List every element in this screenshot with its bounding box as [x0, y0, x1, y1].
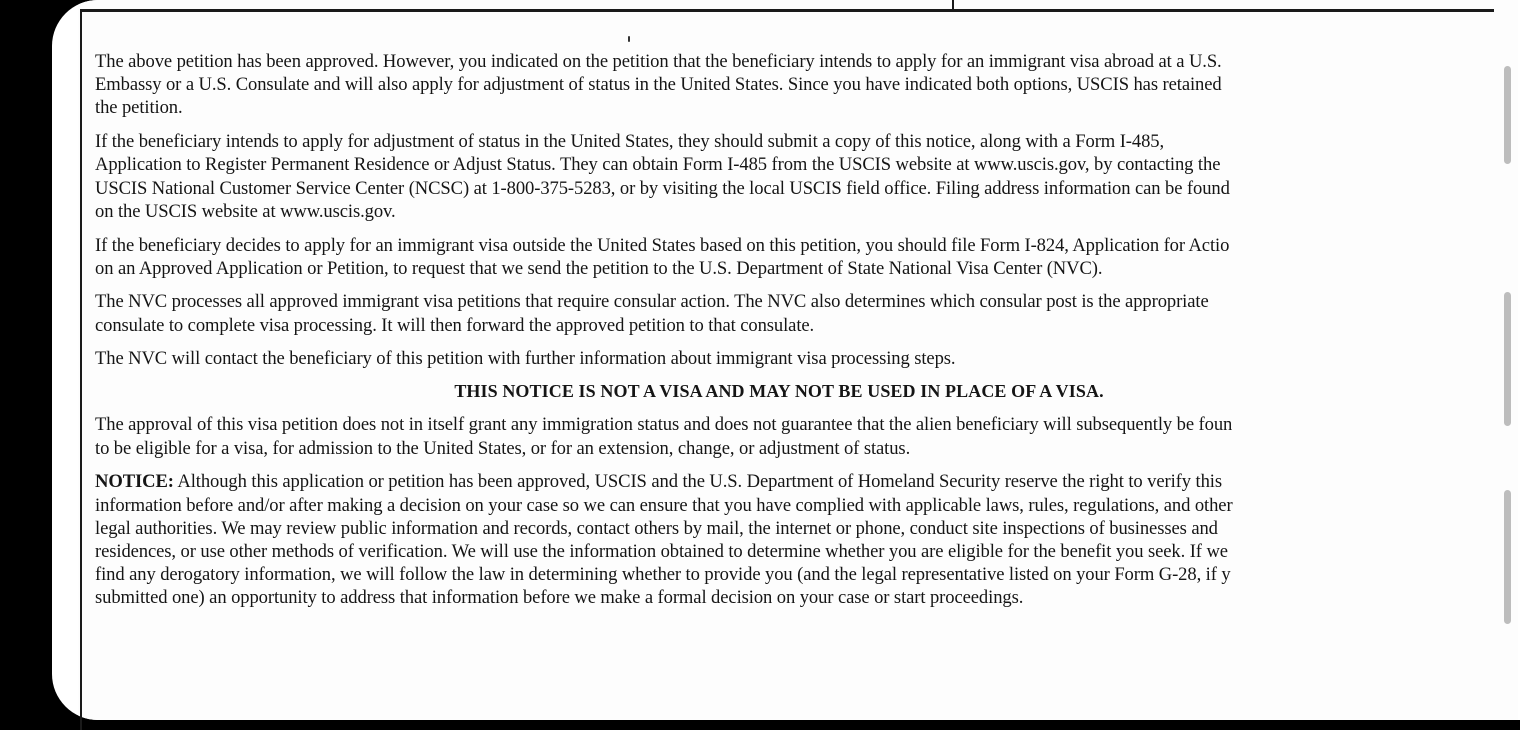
- paragraph-approval-disclaimer: [95, 413, 1505, 459]
- paragraph-nvc-processing: [95, 290, 1505, 336]
- notice-label: NOTICE:: [95, 471, 174, 493]
- form-border-left: [80, 10, 82, 730]
- scan-speck: [628, 36, 630, 42]
- notice-body: [95, 50, 1505, 620]
- text-line: on an Approved Application or Petition, to request that we send the petition to the U.S. Department of State National Visa Center (NVC).: [95, 257, 1103, 279]
- text-line: consulate to complete visa processing. It will then forward the approved petition to that consulate.: [95, 314, 815, 336]
- text-line: The approval of this visa petition does not in itself grant any immigration status and does not guarantee that the alien beneficiary will subsequently be foun: [95, 414, 1233, 436]
- text-line: Embassy or a U.S. Consulate and will also apply for adjustment of status in the United States. Since you have indicated both options, USCIS has retained: [95, 74, 1222, 96]
- scrollbar-thumb[interactable]: [1504, 292, 1511, 426]
- text-line: [95, 470, 1505, 493]
- paragraph-immigrant-visa-abroad: [95, 234, 1505, 280]
- text-line: residences, or use other methods of verification. We will use the information obtained to determine whether you are eligible for the benefit you seek. If we: [95, 540, 1228, 562]
- form-border-top: [80, 9, 1494, 12]
- text-line: The above petition has been approved. However, you indicated on the petition that the beneficiary intends to apply for an immigrant visa abroad at a U.S.: [95, 51, 1222, 72]
- text-line: on the USCIS website at www.uscis.gov.: [95, 200, 396, 222]
- text-line: information before and/or after making a decision on your case so we can ensure that you have complied with applicable laws, rules, regulations, and other: [95, 494, 1233, 516]
- text-line: the petition.: [95, 97, 183, 119]
- text-line: The NVC will contact the beneficiary of this petition with further information about immigrant visa processing steps.: [95, 348, 956, 370]
- scrollbar-thumb[interactable]: [1504, 490, 1511, 624]
- scrollbar-thumb[interactable]: [1504, 66, 1511, 164]
- text-line: Application to Register Permanent Residence or Adjust Status. They can obtain Form I-485 from the USCIS website at www.uscis.gov, by contacting the: [95, 154, 1221, 176]
- form-column-divider: [952, 0, 954, 11]
- text-line: If the beneficiary decides to apply for an immigrant visa outside the United States based on this petition, you should file Form I-824, Application for Actio: [95, 234, 1230, 256]
- text-line: legal authorities. We may review public information and records, contact others by mail, the internet or phone, conduct site inspections of businesses and: [95, 517, 1218, 539]
- paragraph-adjustment-of-status: [95, 130, 1505, 223]
- text-line: If the beneficiary intends to apply for adjustment of status in the United States, they should submit a copy of this notice, along with a Form I-485,: [95, 131, 1165, 153]
- text-line: to be eligible for a visa, for admission to the United States, or for an extension, change, or adjustment of status.: [95, 437, 911, 459]
- not-a-visa-heading: THIS NOTICE IS NOT A VISA AND MAY NOT BE USED IN PLACE OF A VISA.: [454, 381, 1104, 402]
- paragraph-nvc-contact: [95, 347, 1505, 370]
- text-line: find any derogatory information, we will follow the law in determining whether to provide you (and the legal representative listed on your Form G-28, if y: [95, 564, 1231, 586]
- text-line: The NVC processes all approved immigrant visa petitions that require consular action. The NVC also determines which consular post is the appropriate: [95, 291, 1209, 313]
- paragraph-petition-retained: [95, 50, 1505, 120]
- paragraph-notice-verification: [95, 470, 1505, 609]
- notice-first-line: Although this application or petition has been approved, USCIS and the U.S. Department of Homeland Security reserve the right to verify this: [173, 471, 1222, 493]
- text-line: submitted one) an opportunity to address that information before we make a formal decision on your case or start proceedings.: [95, 587, 1024, 609]
- text-line: USCIS National Customer Service Center (NCSC) at 1-800-375-5283, or by visiting the local USCIS field office. Filing address information can be found: [95, 177, 1230, 199]
